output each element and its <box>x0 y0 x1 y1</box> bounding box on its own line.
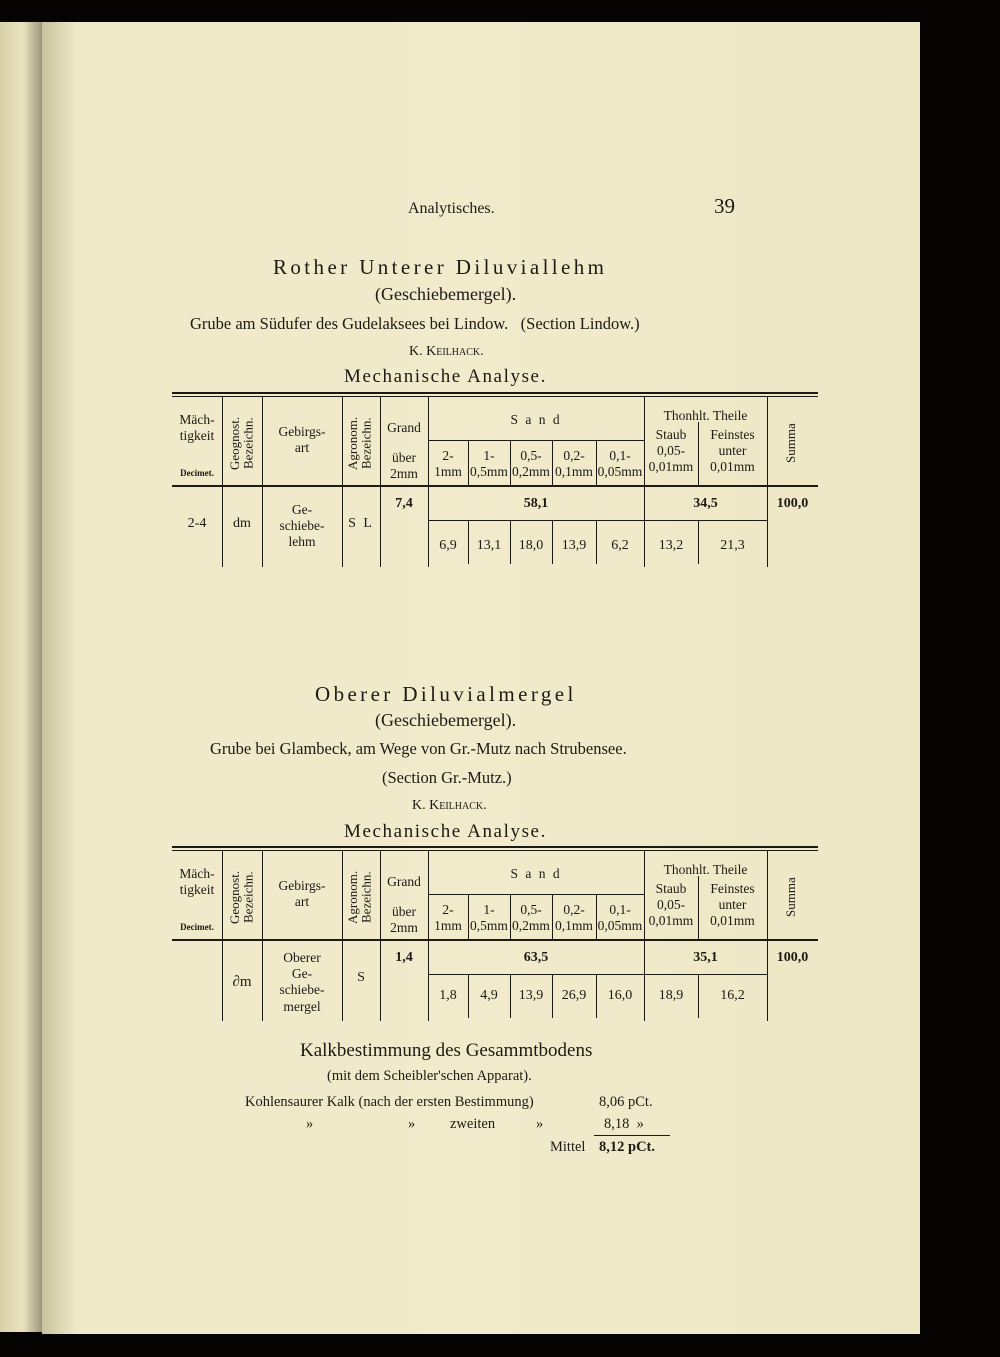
header-sand-col-1: 2- 1mm <box>434 902 462 934</box>
header-maechtigkeit: Mäch- tigkeit <box>179 412 215 444</box>
header-sand-col-2: 1- 0,5mm <box>470 448 508 480</box>
header-agronom: Agronom. Bezeichn. <box>345 870 374 924</box>
cell-thon-total: 35,1 <box>693 950 718 965</box>
section1-title: Rother Unterer Diluviallehm <box>273 255 608 279</box>
section1-location: Grube am Südufer des Gudelaksees bei Lindow. (Section Lindow.) <box>190 314 640 333</box>
cell-maechtigkeit: 2-4 <box>187 516 207 531</box>
header-summa: Summa <box>783 877 798 917</box>
section1-subtitle: (Geschiebemergel). <box>375 284 517 304</box>
cell-grand: 1,4 <box>395 950 413 965</box>
kalk-mittel-value: 8,12 pCt. <box>599 1139 655 1155</box>
header-sand-col-4: 0,2- 0,1mm <box>555 902 593 934</box>
cell-geognost: dm <box>233 516 251 531</box>
cell-sand-2: 13,1 <box>476 538 502 553</box>
cell-gebirgsart: Oberer Ge- schiebe- mergel <box>279 950 325 1014</box>
header-decimet: Decimet. <box>180 468 214 478</box>
kalk-subtitle: (mit dem Scheibler'schen Apparat). <box>327 1068 532 1084</box>
kalk-line2-quote-3: » <box>536 1116 544 1132</box>
header-sand: S a n d <box>510 412 562 427</box>
cell-gebirgsart: Ge- schiebe- lehm <box>279 502 325 550</box>
header-grand-sub: über 2mm <box>390 450 418 482</box>
book-page <box>42 22 920 1334</box>
kalk-line2-label: zweiten <box>450 1116 496 1132</box>
header-summa: Summa <box>783 423 798 463</box>
cell-sand-total: 63,5 <box>523 950 549 965</box>
header-sand-col-3: 0,5- 0,2mm <box>512 902 550 934</box>
header-sand: S a n d <box>510 866 562 881</box>
header-staub: Staub 0,05- 0,01mm <box>648 427 694 475</box>
cell-summa: 100,0 <box>776 496 809 511</box>
kalk-line2-quote-2: » <box>408 1116 416 1132</box>
header-sand-col-2: 1- 0,5mm <box>470 902 508 934</box>
header-gebirgsart: Gebirgs- art <box>278 878 326 910</box>
section2-analysis-title: Mechanische Analyse. <box>344 821 547 842</box>
header-maechtigkeit: Mäch- tigkeit <box>179 866 215 898</box>
kalk-line1-label: Kohlensaurer Kalk (nach der ersten Bestimmung) <box>245 1094 534 1110</box>
header-feinstes: Feinstes unter 0,01mm <box>710 427 755 475</box>
cell-agronom: S <box>357 970 365 985</box>
section2-subtitle: (Geschiebemergel). <box>375 710 517 730</box>
cell-grand: 7,4 <box>395 496 413 511</box>
cell-sand-4: 26,9 <box>561 988 587 1003</box>
cell-thon-1: 13,2 <box>658 538 684 553</box>
header-sand-col-4: 0,2- 0,1mm <box>555 448 593 480</box>
kalk-line2-quote-1: » <box>306 1116 314 1132</box>
cell-sand-5: 6,2 <box>611 538 629 553</box>
analysis-table-1 <box>172 392 818 572</box>
cell-sand-total: 58,1 <box>523 496 549 511</box>
kalk-line1-value: 8,06 pCt. <box>599 1094 653 1110</box>
analysis-table-2 <box>172 846 818 1026</box>
cell-sand-1: 6,9 <box>439 538 457 553</box>
section1-author: K. Keilhack. <box>409 344 484 359</box>
header-sand-col-5: 0,1- 0,05mm <box>597 902 643 934</box>
header-agronom: Agronom. Bezeichn. <box>345 416 374 470</box>
header-grand: Grand <box>387 874 421 889</box>
cell-thon-total: 34,5 <box>693 496 718 511</box>
kalk-title: Kalkbestimmung des Gesammtbodens <box>300 1040 593 1061</box>
kalk-line2-value: 8,18 » <box>604 1116 644 1132</box>
header-sand-col-3: 0,5- 0,2mm <box>512 448 550 480</box>
cell-agronom: S L <box>348 516 374 531</box>
section2-title: Oberer Diluvialmergel <box>315 682 577 706</box>
cell-summa: 100,0 <box>776 950 809 965</box>
header-grand: Grand <box>387 420 421 435</box>
cell-thon-2: 16,2 <box>720 988 745 1003</box>
header-gebirgsart: Gebirgs- art <box>278 424 326 456</box>
cell-thon-2: 21,3 <box>720 538 745 553</box>
cell-sand-5: 16,0 <box>607 988 633 1003</box>
header-feinstes: Feinstes unter 0,01mm <box>710 881 755 929</box>
page-number: 39 <box>714 194 735 218</box>
cell-sand-3: 18,0 <box>518 538 544 553</box>
section2-section: (Section Gr.-Mutz.) <box>382 768 512 787</box>
cell-sand-2: 4,9 <box>480 988 498 1003</box>
facing-page-edge <box>0 22 42 1332</box>
section1-analysis-title: Mechanische Analyse. <box>344 366 547 387</box>
cell-sand-1: 1,8 <box>439 988 457 1003</box>
kalk-mittel-label: Mittel <box>550 1139 586 1155</box>
header-staub: Staub 0,05- 0,01mm <box>648 881 694 929</box>
header-sand-col-5: 0,1- 0,05mm <box>597 448 643 480</box>
cell-geognost: ∂m <box>232 974 252 990</box>
section2-author: K. Keilhack. <box>412 798 487 813</box>
sum-rule <box>594 1135 670 1136</box>
section2-location: Grube bei Glambeck, am Wege von Gr.-Mutz nach Strubensee. <box>210 739 627 758</box>
cell-sand-3: 13,9 <box>518 988 544 1003</box>
header-geognost: Geognost. Bezeichn. <box>227 870 256 924</box>
header-grand-sub: über 2mm <box>390 904 418 936</box>
cell-sand-4: 13,9 <box>561 538 587 553</box>
header-geognost: Geognost. Bezeichn. <box>227 416 256 470</box>
header-thon: Thonhlt. Theile <box>663 862 748 877</box>
header-thon: Thonhlt. Theile <box>663 408 748 423</box>
header-decimet: Decimet. <box>180 922 214 932</box>
running-title: Analytisches. <box>408 200 495 217</box>
header-sand-col-1: 2- 1mm <box>434 448 462 480</box>
cell-thon-1: 18,9 <box>658 988 684 1003</box>
